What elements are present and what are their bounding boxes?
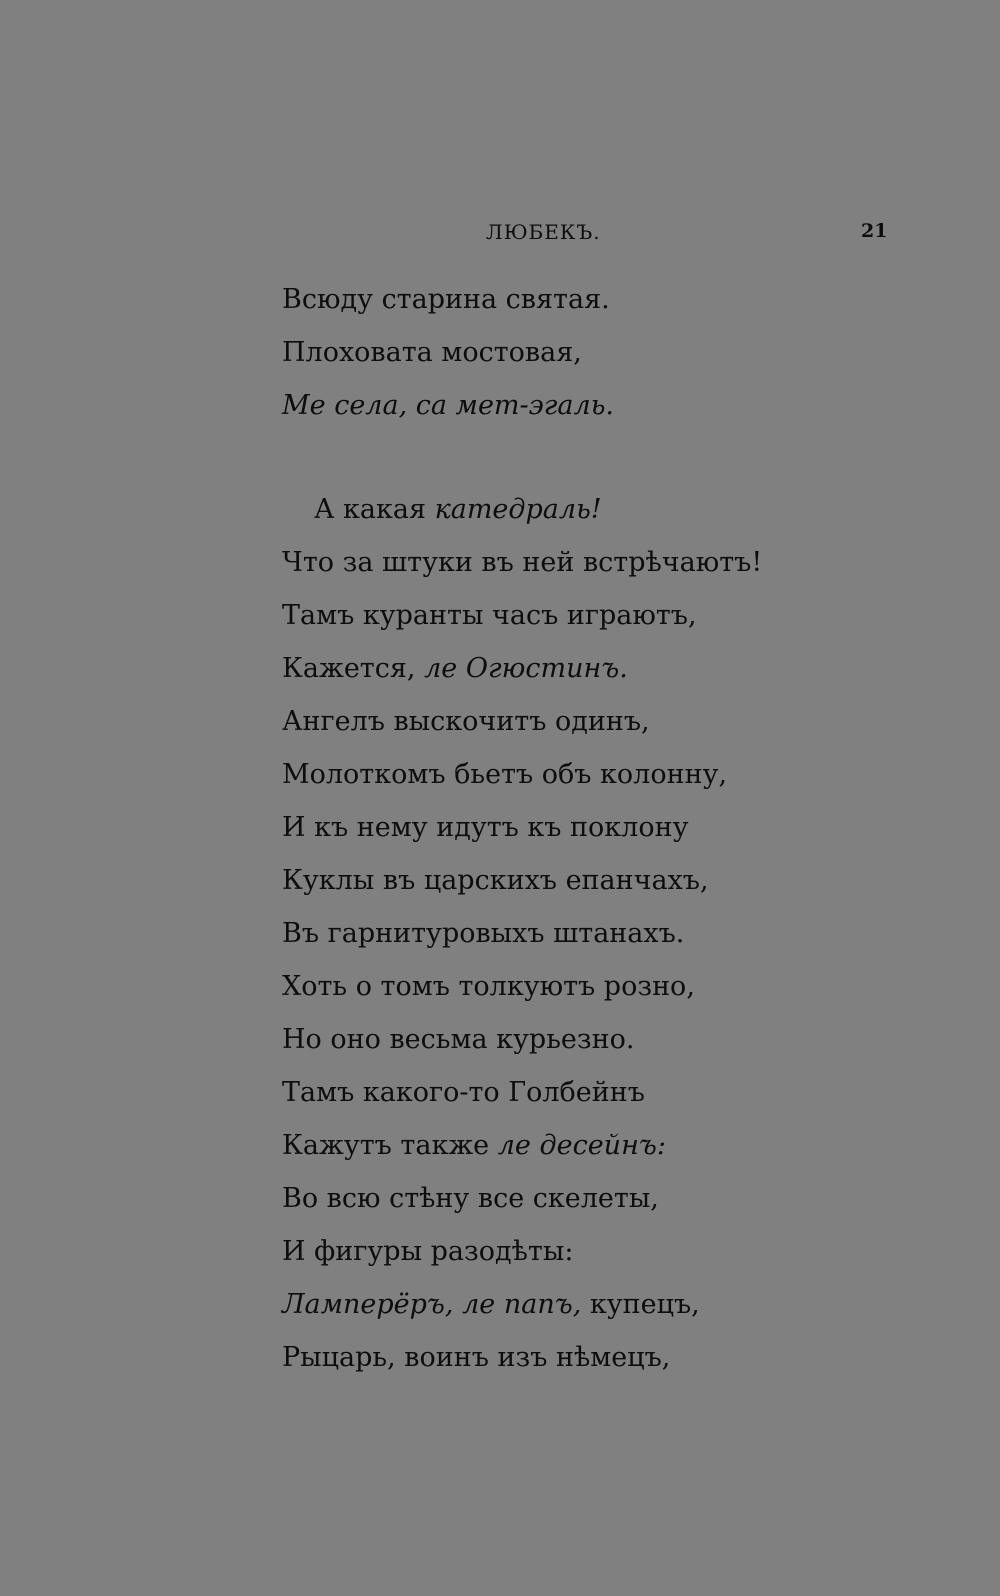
verse-line [282,649,762,702]
verse-text: Рыцарь, воинъ изъ нѣмецъ, [282,1342,671,1373]
verse-italic-text: Ламперёръ, ле папъ, [282,1289,582,1320]
verse-text: И фигуры разодѣты: [282,1236,574,1267]
verse-italic-text: катедраль! [434,494,602,525]
verse-text: Тамъ куранты часъ играютъ, [282,600,697,631]
verse-text: Хоть о томъ толкуютъ розно, [282,971,695,1002]
verse-text: Въ гарнитуровыхъ штанахъ. [282,918,685,949]
verse-line [282,333,614,386]
verse-line [282,702,762,755]
verse-line [282,967,762,1020]
verse-text: Молоткомъ бьетъ объ колонну, [282,759,728,790]
verse-line [282,596,762,649]
verse-line [282,280,614,333]
verse-italic-text: Ме села, са мет-эгаль. [282,390,614,421]
verse-text: Всюду старина святая. [282,284,610,315]
verse-line [282,914,762,967]
verse-line [282,386,614,439]
verse-line [282,1073,762,1126]
verse-text: купецъ, [581,1289,700,1320]
verse-italic-text: ле десейнъ: [497,1130,666,1161]
verse-text: Ангелъ выскочитъ одинъ, [282,706,650,737]
verse-text: И къ нему идутъ къ поклону [282,812,689,843]
verse-line [282,543,762,596]
verse-line [282,1020,762,1073]
verse-line [282,1285,762,1338]
verse-line [282,861,762,914]
stanza-1 [282,280,614,439]
running-head [0,220,1000,250]
verse-line [282,1179,762,1232]
stanza-2 [282,490,762,1391]
verse-line [282,1232,762,1285]
verse-text: Кажется, [282,653,425,684]
verse-line [282,808,762,861]
verse-italic-text: ле Огюстинъ. [424,653,628,684]
verse-text: Но оно весьма курьезно. [282,1024,635,1055]
verse-text: Куклы въ царскихъ епанчахъ, [282,865,709,896]
verse-line [282,1338,762,1391]
verse-line [282,1126,762,1179]
chapter-title: ЛЮБЕКЪ. [486,220,601,244]
verse-line [282,755,762,808]
verse-text: Что за штуки въ ней встрѣчаютъ! [282,547,763,578]
verse-text: Тамъ какого-то Голбейнъ [282,1077,645,1108]
verse-line [282,490,762,543]
verse-text: Плоховата мостовая, [282,337,582,368]
page-number: 21 [861,220,888,242]
verse-text: Кажутъ также [282,1130,498,1161]
verse-text: А какая [314,494,435,525]
verse-text: Во всю стѣну все скелеты, [282,1183,659,1214]
